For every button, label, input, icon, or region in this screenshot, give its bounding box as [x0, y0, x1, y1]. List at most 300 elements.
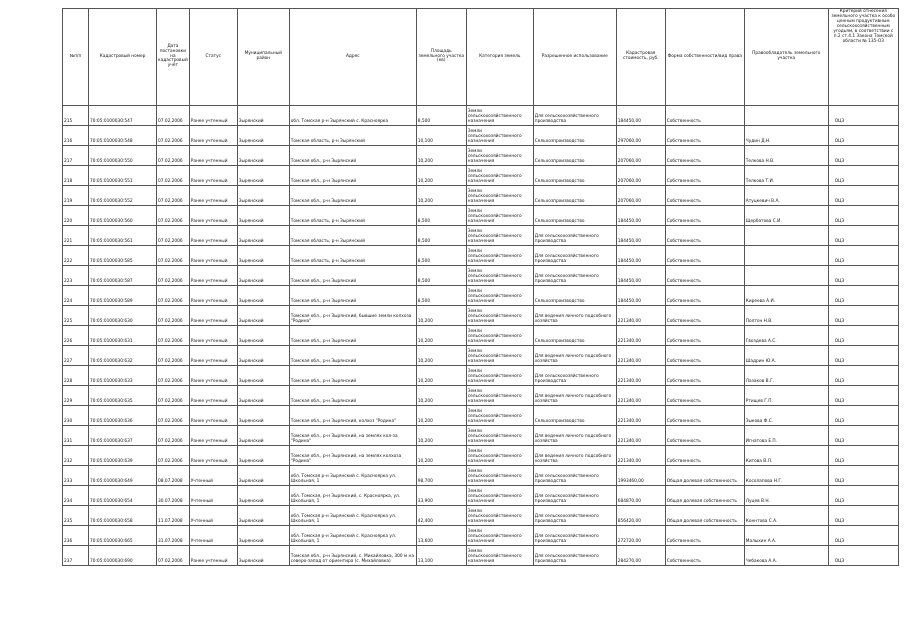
area-cell: 8,500	[416, 206, 466, 226]
ownership-cell: Собственность	[665, 526, 744, 546]
status-cell: Ранее учтенный	[189, 166, 237, 186]
area-cell: 13,100	[416, 546, 466, 566]
area-cell: 98,700	[416, 466, 466, 486]
table-row	[63, 326, 899, 346]
area-cell: 42,400	[416, 506, 466, 526]
owner-cell: Атуцкевич В.А.	[744, 186, 828, 206]
status-cell: Учтенный	[189, 506, 237, 526]
row-number-cell: 218	[63, 166, 89, 186]
land-category-cell: Земли сельскохозяйственного назначения	[466, 166, 533, 186]
permitted-use-cell: Сельхозпроизводство	[533, 326, 616, 346]
land-category-cell: Земли сельскохозяйственного назначения	[466, 186, 533, 206]
header-municipal-district: Муниципальный район	[237, 9, 289, 106]
criterion-cell: ОЦЗ	[828, 266, 898, 286]
owner-cell: Чудин Д.Н.	[744, 126, 828, 146]
permitted-use-cell: Для сельскохозяйственного производства	[533, 106, 616, 126]
row-number-cell: 217	[63, 146, 89, 166]
registration-date-cell: 07.02.2006	[157, 226, 190, 246]
district-cell: Зырянский	[237, 206, 289, 226]
ownership-cell: Собственность	[665, 546, 744, 566]
registration-date-cell: 07.02.2006	[157, 246, 190, 266]
status-cell: Учтенный	[189, 466, 237, 486]
table-row	[63, 366, 899, 386]
land-category-cell: Земли сельскохозяйственного назначения	[466, 286, 533, 306]
table-row	[63, 346, 899, 366]
permitted-use-cell: Сельхозпроизводство	[533, 126, 616, 146]
cadastral-value-cell: 184450,00	[616, 246, 665, 266]
owner-cell: Малыхин А.А.	[744, 526, 828, 546]
row-number-cell: 215	[63, 106, 89, 126]
owner-cell	[744, 246, 828, 266]
area-cell: 8,500	[416, 266, 466, 286]
status-cell: Ранее учтенный	[189, 226, 237, 246]
table-row	[63, 266, 899, 286]
table-row	[63, 526, 899, 546]
address-cell: Томская область, р-н Зырянский	[289, 206, 416, 226]
address-cell: Томская обл., р-н Зырянский	[289, 286, 416, 306]
permitted-use-cell: Для сельскохозяйственного производства	[533, 266, 616, 286]
cadastral-number-cell: 70:05:0100030:637	[89, 426, 157, 446]
table-row	[63, 126, 899, 146]
status-cell: Ранее учтенный	[189, 366, 237, 386]
district-cell: Зырянский	[237, 386, 289, 406]
district-cell: Зырянский	[237, 446, 289, 466]
cadastral-value-cell: 184450,00	[616, 226, 665, 246]
row-number-cell: 220	[63, 206, 89, 226]
owner-cell: Гвоздева А.С.	[744, 326, 828, 346]
cadastral-number-cell: 70:05:0100030:561	[89, 226, 157, 246]
header-permitted-use: Разрешенное использование	[533, 9, 616, 106]
cadastral-value-cell: 284270,00	[616, 546, 665, 566]
registration-date-cell: 11.07.2008	[157, 506, 190, 526]
row-number-cell: 219	[63, 186, 89, 206]
cadastral-value-cell: 221340,00	[616, 446, 665, 466]
address-cell: Томская обл., р-н Зырянский, бывшие земли колхоза "Родина"	[289, 306, 416, 326]
district-cell: Зырянский	[237, 306, 289, 326]
district-cell: Зырянский	[237, 366, 289, 386]
ownership-cell: Собственность	[665, 326, 744, 346]
permitted-use-cell: Для сельскохозяйственного производства	[533, 526, 616, 546]
status-cell: Ранее учтенный	[189, 146, 237, 166]
table-row	[63, 286, 899, 306]
criterion-cell: ОЦЗ	[828, 426, 898, 446]
criterion-cell: ОЦЗ	[828, 166, 898, 186]
land-category-cell: Земли сельскохозяйственного назначения	[466, 206, 533, 226]
cadastral-number-cell: 70:05:0100030:636	[89, 406, 157, 426]
status-cell: Ранее учтенный	[189, 106, 237, 126]
ownership-cell: Собственность	[665, 246, 744, 266]
table-row	[63, 466, 899, 486]
land-category-cell: Земли сельскохозяйственного назначения	[466, 386, 533, 406]
header-registration-date: Дата постановки на кадастровый учёт	[157, 9, 190, 106]
status-cell: Ранее учтенный	[189, 126, 237, 146]
cadastral-value-cell: 1993460,00	[616, 466, 665, 486]
status-cell: Ранее учтенный	[189, 326, 237, 346]
owner-cell: Косолапова Н.Г.	[744, 466, 828, 486]
cadastral-value-cell: 221340,00	[616, 366, 665, 386]
land-category-cell: Земли сельскохозяйственного назначения	[466, 106, 533, 126]
permitted-use-cell: Для сельскохозяйственного производства	[533, 546, 616, 566]
registration-date-cell: 07.02.2006	[157, 366, 190, 386]
row-number-cell: 233	[63, 466, 89, 486]
owner-cell: Чебакова А.А.	[744, 546, 828, 566]
row-number-cell: 225	[63, 306, 89, 326]
registration-date-cell: 07.02.2006	[157, 406, 190, 426]
criterion-cell: ОЦЗ	[828, 126, 898, 146]
permitted-use-cell: Для сельскохозяйственного производства	[533, 246, 616, 266]
ownership-cell: Собственность	[665, 346, 744, 366]
cadastral-number-cell: 70:05:0100030:552	[89, 186, 157, 206]
district-cell: Зырянский	[237, 466, 289, 486]
district-cell: Зырянский	[237, 186, 289, 206]
registration-date-cell: 07.02.2006	[157, 206, 190, 226]
registration-date-cell: 07.02.2006	[157, 326, 190, 346]
area-cell: 10,200	[416, 406, 466, 426]
ownership-cell: Собственность	[665, 406, 744, 426]
district-cell: Зырянский	[237, 546, 289, 566]
cadastral-number-cell: 70:05:0100030:630	[89, 306, 157, 326]
owner-cell: Игнатова Е.П.	[744, 426, 828, 446]
district-cell: Зырянский	[237, 326, 289, 346]
registration-date-cell: 30.07.2008	[157, 486, 190, 506]
cadastral-number-cell: 70:05:0100030:547	[89, 106, 157, 126]
permitted-use-cell: Для сельскохозяйственного производства	[533, 486, 616, 506]
owner-cell: Щербатова С.И.	[744, 206, 828, 226]
status-cell: Ранее учтенный	[189, 446, 237, 466]
land-category-cell: Земли сельскохозяйственного назначения	[466, 486, 533, 506]
area-cell: 10,200	[416, 306, 466, 326]
criterion-cell: ОЦЗ	[828, 326, 898, 346]
address-cell: обл. Томская р-н Зырянский с. Красноярка	[289, 106, 416, 126]
table-row	[63, 426, 899, 446]
criterion-cell: ОЦЗ	[828, 466, 898, 486]
area-cell: 10,200	[416, 186, 466, 206]
ownership-cell: Собственность	[665, 446, 744, 466]
owner-cell: Шадрин Ю.А.	[744, 346, 828, 366]
owner-cell: Зыкова Ф.С.	[744, 406, 828, 426]
land-category-cell: Земли сельскохозяйственного назначения	[466, 506, 533, 526]
cadastral-value-cell: 221340,00	[616, 346, 665, 366]
header-address: Адрес	[289, 9, 416, 106]
status-cell: Ранее учтенный	[189, 266, 237, 286]
registration-date-cell: 07.02.2006	[157, 426, 190, 446]
area-cell: 8,500	[416, 106, 466, 126]
status-cell: Ранее учтенный	[189, 386, 237, 406]
cadastral-value-cell: 207060,00	[616, 146, 665, 166]
status-cell: Учтенный	[189, 526, 237, 546]
criterion-cell: ОЦЗ	[828, 146, 898, 166]
table-row	[63, 226, 899, 246]
land-category-cell: Земли сельскохозяйственного назначения	[466, 126, 533, 146]
cadastral-number-cell: 70:05:0100030:550	[89, 146, 157, 166]
status-cell: Ранее учтенный	[189, 546, 237, 566]
table-row	[63, 506, 899, 526]
ownership-cell: Собственность	[665, 366, 744, 386]
header-owner: Правообладатель земельного участка	[744, 9, 828, 106]
cadastral-value-cell: 221340,00	[616, 426, 665, 446]
row-number-cell: 228	[63, 366, 89, 386]
address-cell: Томская обл., р-н Зырянский	[289, 326, 416, 346]
permitted-use-cell: Для сельскохозяйственного производства	[533, 466, 616, 486]
address-cell: Томская обл., р-н Зырянский, колхоз "Родина"	[289, 406, 416, 426]
table-row	[63, 246, 899, 266]
land-category-cell: Земли сельскохозяйственного назначения	[466, 406, 533, 426]
land-category-cell: Земли сельскохозяйственного назначения	[466, 366, 533, 386]
land-registry-table	[62, 8, 899, 566]
row-number-cell: 216	[63, 126, 89, 146]
status-cell: Ранее учтенный	[189, 186, 237, 206]
address-cell: Томская обл., р-н Зырянский	[289, 166, 416, 186]
header-land-category: Категория земель	[466, 9, 533, 106]
row-number-cell: 221	[63, 226, 89, 246]
area-cell: 8,500	[416, 226, 466, 246]
ownership-cell: Собственность	[665, 286, 744, 306]
district-cell: Зырянский	[237, 286, 289, 306]
registration-date-cell: 07.02.2006	[157, 106, 190, 126]
table-row	[63, 166, 899, 186]
header-cadastral-value: Кадастровая стоимость, руб.	[616, 9, 665, 106]
area-cell: 10,200	[416, 166, 466, 186]
registration-date-cell: 07.02.2006	[157, 126, 190, 146]
land-category-cell: Земли сельскохозяйственного назначения	[466, 146, 533, 166]
owner-cell: Луцев В.Н.	[744, 486, 828, 506]
permitted-use-cell: Для ведения личного подсобного хозяйства	[533, 346, 616, 366]
cadastral-value-cell: 221340,00	[616, 306, 665, 326]
header-area: Площадь земельного участка (кв)	[416, 9, 466, 106]
cadastral-number-cell: 70:05:0100030:589	[89, 286, 157, 306]
owner-cell: Лазаков В.Г.	[744, 366, 828, 386]
permitted-use-cell: Сельхозпроизводство	[533, 406, 616, 426]
cadastral-value-cell: 221340,00	[616, 386, 665, 406]
ownership-cell: Собственность	[665, 426, 744, 446]
district-cell: Зырянский	[237, 426, 289, 446]
cadastral-number-cell: 70:05:0100030:548	[89, 126, 157, 146]
owner-cell	[744, 106, 828, 126]
address-cell: Томская обл., р-н Зырянский	[289, 146, 416, 166]
criterion-cell: ОЦЗ	[828, 306, 898, 326]
table-row	[63, 446, 899, 466]
cadastral-number-cell: 70:05:0100030:665	[89, 526, 157, 546]
header-ownership-form: Форма собственности/вид права	[665, 9, 744, 106]
address-cell: Томская обл., р-н Зырянский, на землях колхоза "Родина"	[289, 446, 416, 466]
address-cell: обл. Томская р-н Зырянский с. Красноярка ул. Школьная, 1	[289, 506, 416, 526]
address-cell: Томская обл., р-н Зырянский	[289, 346, 416, 366]
cadastral-value-cell: 207060,00	[616, 186, 665, 206]
ownership-cell: Собственность	[665, 106, 744, 126]
registration-date-cell: 07.02.2006	[157, 166, 190, 186]
area-cell: 8,500	[416, 286, 466, 306]
cadastral-value-cell: 297060,00	[616, 126, 665, 146]
ownership-cell: Собственность	[665, 306, 744, 326]
permitted-use-cell: Для ведения личного подсобного хозяйства	[533, 386, 616, 406]
permitted-use-cell: Для ведения личного подсобного хозяйства	[533, 426, 616, 446]
row-number-cell: 231	[63, 426, 89, 446]
cadastral-number-cell: 70:05:0100030:632	[89, 346, 157, 366]
table-row	[63, 406, 899, 426]
owner-cell: Телкова Т.И.	[744, 166, 828, 186]
ownership-cell: Собственность	[665, 186, 744, 206]
row-number-cell: 224	[63, 286, 89, 306]
status-cell: Ранее учтенный	[189, 426, 237, 446]
cadastral-number-cell: 70:05:0100030:585	[89, 246, 157, 266]
cadastral-number-cell: 70:05:0100030:551	[89, 166, 157, 186]
area-cell: 10,100	[416, 126, 466, 146]
cadastral-number-cell: 70:05:0100030:649	[89, 466, 157, 486]
cadastral-value-cell: 684870,00	[616, 486, 665, 506]
criterion-cell: ОЦЗ	[828, 346, 898, 366]
land-category-cell: Земли сельскохозяйственного назначения	[466, 346, 533, 366]
header-row-number: №п/п	[63, 9, 89, 106]
registration-date-cell: 07.02.2006	[157, 386, 190, 406]
area-cell: 10,200	[416, 426, 466, 446]
district-cell: Зырянский	[237, 486, 289, 506]
land-category-cell: Земли сельскохозяйственного назначения	[466, 426, 533, 446]
area-cell: 13,600	[416, 526, 466, 546]
land-category-cell: Земли сельскохозяйственного назначения	[466, 246, 533, 266]
cadastral-number-cell: 70:05:0100030:654	[89, 486, 157, 506]
registration-date-cell: 07.02.2006	[157, 546, 190, 566]
row-number-cell: 237	[63, 546, 89, 566]
criterion-cell: ОЦЗ	[828, 106, 898, 126]
owner-cell: Киреева А.И.	[744, 286, 828, 306]
status-cell: Ранее учтенный	[189, 286, 237, 306]
owner-cell: Коннтова С.А.	[744, 506, 828, 526]
status-cell: Ранее учтенный	[189, 246, 237, 266]
district-cell: Зырянский	[237, 506, 289, 526]
area-cell: 10,200	[416, 346, 466, 366]
ownership-cell: Собственность	[665, 386, 744, 406]
address-cell: Томская область, р-н Зырянский	[289, 226, 416, 246]
address-cell: обл. Томская р-н Зырянский с. Красноярка ул. Школьная, 1	[289, 526, 416, 546]
area-cell: 10,200	[416, 366, 466, 386]
address-cell: Томская обл., р-н Зырянский	[289, 386, 416, 406]
address-cell: Томская область, р-н Зырянский	[289, 246, 416, 266]
criterion-cell: ОЦЗ	[828, 246, 898, 266]
cadastral-value-cell: 221340,00	[616, 406, 665, 426]
row-number-cell: 235	[63, 506, 89, 526]
address-cell: Томская обл., р-н Зырянский	[289, 186, 416, 206]
criterion-cell: ОЦЗ	[828, 226, 898, 246]
header-cadastral-number: Кадастровый номер	[89, 9, 157, 106]
permitted-use-cell: Для сельскохозяйственного производства	[533, 366, 616, 386]
criterion-cell: ОЦЗ	[828, 546, 898, 566]
district-cell: Зырянский	[237, 266, 289, 286]
district-cell: Зырянский	[237, 166, 289, 186]
area-cell: 10,200	[416, 146, 466, 166]
status-cell: Ранее учтенный	[189, 346, 237, 366]
owner-cell	[744, 266, 828, 286]
district-cell: Зырянский	[237, 406, 289, 426]
cadastral-value-cell: 221340,00	[616, 326, 665, 346]
header-status: Статус	[189, 9, 237, 106]
registration-date-cell: 08.07.2008	[157, 466, 190, 486]
land-category-cell: Земли сельскохозяйственного назначения	[466, 266, 533, 286]
status-cell: Ранее учтенный	[189, 306, 237, 326]
cadastral-value-cell: 207060,00	[616, 166, 665, 186]
status-cell: Ранее учтенный	[189, 406, 237, 426]
permitted-use-cell: Для сельскохозяйственного производства	[533, 506, 616, 526]
table-row	[63, 546, 899, 566]
row-number-cell: 227	[63, 346, 89, 366]
land-category-cell: Земли сельскохозяйственного назначения	[466, 466, 533, 486]
ownership-cell: Собственность	[665, 126, 744, 146]
registration-date-cell: 31.07.2008	[157, 526, 190, 546]
ownership-cell: Общая долевая собственность	[665, 506, 744, 526]
permitted-use-cell: Сельхозпроизводство	[533, 286, 616, 306]
registration-date-cell: 07.02.2006	[157, 306, 190, 326]
owner-cell: Ртищев Г.П.	[744, 386, 828, 406]
land-category-cell: Земли сельскохозяйственного назначения	[466, 326, 533, 346]
permitted-use-cell: Сельхозпроизводство	[533, 146, 616, 166]
address-cell: Томская обл., р-н Зырянский	[289, 266, 416, 286]
permitted-use-cell: Сельхозпроизводство	[533, 166, 616, 186]
address-cell: обл. Томская, р-н Зырянский, с. Красноярка, ул. Школьная, 1	[289, 486, 416, 506]
row-number-cell: 226	[63, 326, 89, 346]
cadastral-number-cell: 70:05:0100030:658	[89, 506, 157, 526]
header-row	[63, 9, 899, 106]
criterion-cell: ОЦЗ	[828, 206, 898, 226]
land-category-cell: Земли сельскохозяйственного назначения	[466, 546, 533, 566]
registration-date-cell: 07.02.2006	[157, 346, 190, 366]
permitted-use-cell: Сельхозпроизводство	[533, 206, 616, 226]
registration-date-cell: 07.02.2006	[157, 266, 190, 286]
criterion-cell: ОЦЗ	[828, 386, 898, 406]
ownership-cell: Общая долевая собственность	[665, 486, 744, 506]
cadastral-value-cell: 184450,00	[616, 206, 665, 226]
table-row	[63, 146, 899, 166]
district-cell: Зырянский	[237, 246, 289, 266]
row-number-cell: 223	[63, 266, 89, 286]
owner-cell: Телкова Н.В.	[744, 146, 828, 166]
owner-cell: Китова В.Л.	[744, 446, 828, 466]
district-cell: Зырянский	[237, 226, 289, 246]
cadastral-number-cell: 70:05:0100030:639	[89, 446, 157, 466]
table-row	[63, 306, 899, 326]
area-cell: 10,200	[416, 326, 466, 346]
cadastral-value-cell: 272720,00	[616, 526, 665, 546]
land-category-cell: Земли сельскохозяйственного назначения	[466, 306, 533, 326]
registration-date-cell: 07.02.2006	[157, 286, 190, 306]
address-cell: Томская обл., р-н Зырянский, с. Михайловка, 300 м на северо-запад от ориентира (с. Михайловка)	[289, 546, 416, 566]
status-cell: Ранее учтенный	[189, 206, 237, 226]
cadastral-number-cell: 70:05:0100030:631	[89, 326, 157, 346]
registration-date-cell: 07.02.2006	[157, 146, 190, 166]
criterion-cell: ОЦЗ	[828, 186, 898, 206]
row-number-cell: 236	[63, 526, 89, 546]
ownership-cell: Общая долевая собственность	[665, 466, 744, 486]
row-number-cell: 222	[63, 246, 89, 266]
area-cell: 33,900	[416, 486, 466, 506]
status-cell: Учтенный	[189, 486, 237, 506]
district-cell: Зырянский	[237, 106, 289, 126]
area-cell: 10,200	[416, 446, 466, 466]
row-number-cell: 230	[63, 406, 89, 426]
ownership-cell: Собственность	[665, 206, 744, 226]
table-body	[63, 106, 899, 566]
permitted-use-cell: Для сельскохозяйственного производства	[533, 226, 616, 246]
criterion-cell: ОЦЗ	[828, 506, 898, 526]
land-category-cell: Земли сельскохозяйственного назначения	[466, 526, 533, 546]
address-cell: Томская область, р-н Зырянский	[289, 126, 416, 146]
row-number-cell: 232	[63, 446, 89, 466]
table-row	[63, 486, 899, 506]
ownership-cell: Собственность	[665, 146, 744, 166]
land-category-cell: Земли сельскохозяйственного назначения	[466, 446, 533, 466]
cadastral-number-cell: 70:05:0100030:690	[89, 546, 157, 566]
ownership-cell: Собственность	[665, 266, 744, 286]
area-cell: 10,200	[416, 386, 466, 406]
criterion-cell: ОЦЗ	[828, 286, 898, 306]
